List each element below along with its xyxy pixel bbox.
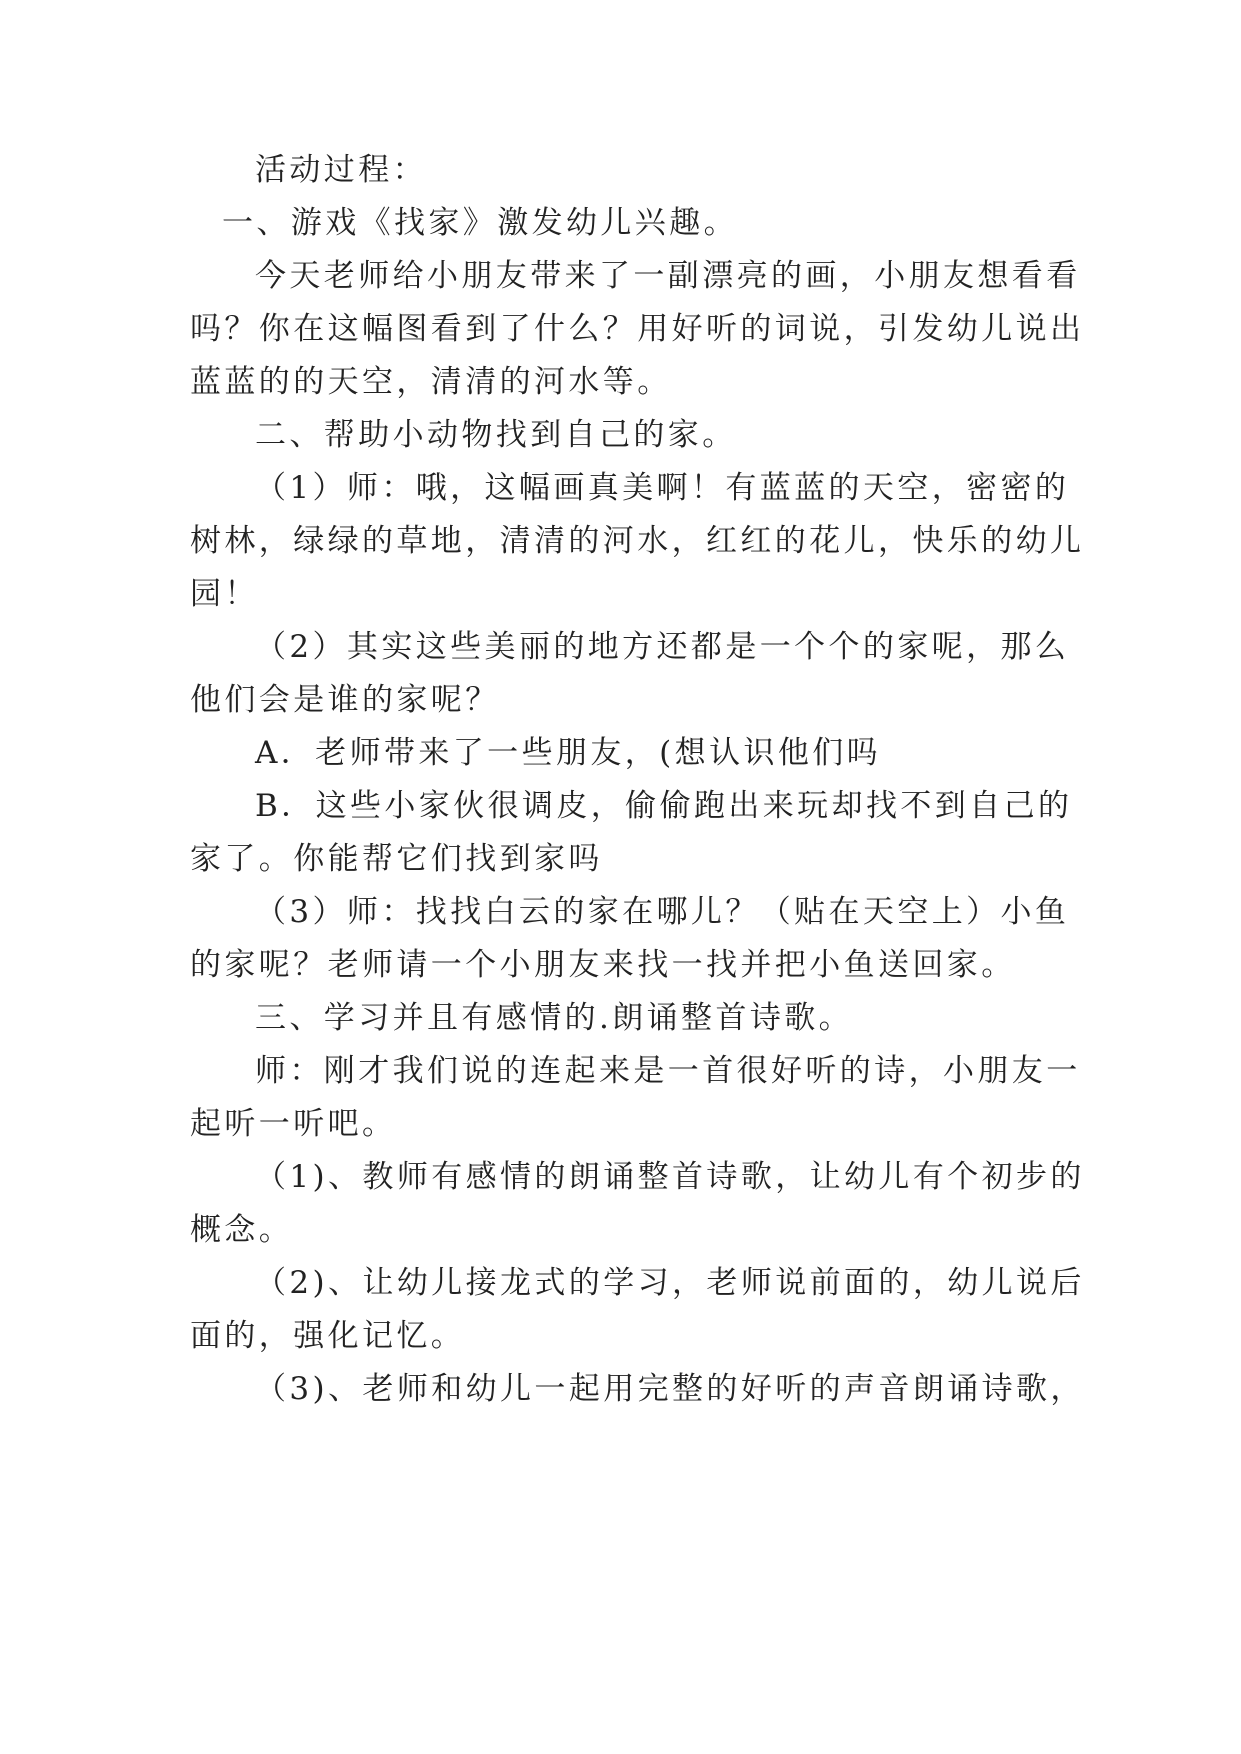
paragraph-line: 树林，绿绿的草地，清清的河水，红红的花儿，快乐的幼儿 <box>190 523 1085 559</box>
paragraph-line: （1）师：哦，这幅画真美啊！有蓝蓝的天空，密密的 <box>255 470 1070 506</box>
section-heading-1: 一、游戏《找家》激发幼儿兴趣。 <box>222 205 738 241</box>
section-heading-2: 二、帮助小动物找到自己的家。 <box>255 417 737 453</box>
paragraph-line: 今天老师给小朋友带来了一副漂亮的画，小朋友想看看 <box>255 258 1081 294</box>
paragraph-line: 他们会是谁的家呢？ <box>190 682 500 718</box>
paragraph-line: （2)、让幼儿接龙式的学习，老师说前面的，幼儿说后 <box>255 1265 1085 1301</box>
paragraph-line: 园！ <box>190 576 259 612</box>
paragraph-line: （3）师：找找白云的家在哪儿？（贴在天空上）小鱼 <box>255 894 1070 930</box>
paragraph-line: （2）其实这些美丽的地方还都是一个个的家呢，那么 <box>255 629 1070 665</box>
paragraph-line: 的家呢？老师请一个小朋友来找一找并把小鱼送回家。 <box>190 947 1016 983</box>
paragraph-line: （1)、教师有感情的朗诵整首诗歌，让幼儿有个初步的 <box>255 1159 1085 1195</box>
paragraph-line: （3)、老师和幼儿一起用完整的好听的声音朗诵诗歌， <box>255 1371 1085 1407</box>
section-heading-3: 三、学习并且有感情的.朗诵整首诗歌。 <box>255 1000 854 1036</box>
paragraph-line: 概念。 <box>190 1212 294 1248</box>
paragraph-line: 吗？你在这幅图看到了什么？用好听的词说，引发幼儿说出 <box>190 311 1085 347</box>
paragraph-line: 面的，强化记忆。 <box>190 1318 466 1354</box>
paragraph-line: 家了。你能帮它们找到家吗 <box>190 841 603 877</box>
paragraph-line: 蓝蓝的的天空，清清的河水等。 <box>190 364 672 400</box>
paragraph-line: A．老师带来了一些朋友，(想认识他们吗 <box>255 735 882 771</box>
paragraph-line: 师：刚才我们说的连起来是一首很好听的诗，小朋友一 <box>255 1053 1081 1089</box>
paragraph-line: 起听一听吧。 <box>190 1106 397 1142</box>
paragraph-line: B．这些小家伙很调皮，偷偷跑出来玩却找不到自己的 <box>255 788 1073 824</box>
section-heading-activity-process: 活动过程： <box>255 152 427 188</box>
